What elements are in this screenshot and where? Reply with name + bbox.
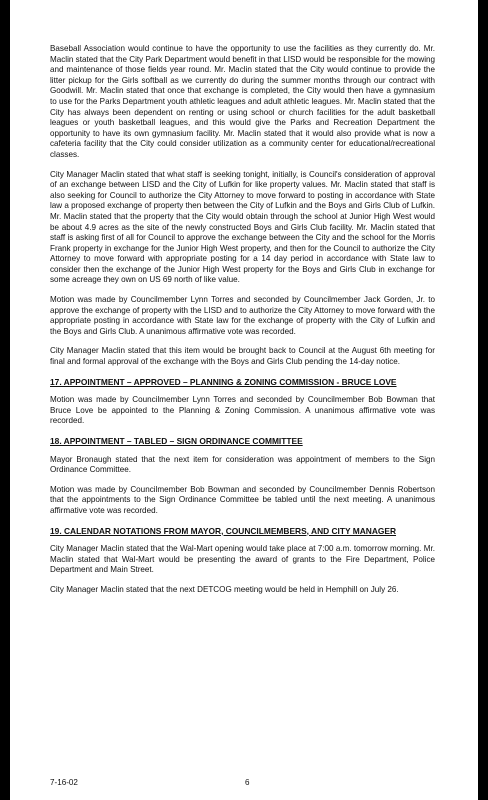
footer-date: 7-16-02 bbox=[50, 778, 78, 787]
paragraph-august-meeting: City Manager Maclin stated that this item would be brought back to Council at the August 6th meeting for final and formal approval of the exchange with the Boys and Girls Club pending the 14-day notice. bbox=[50, 346, 435, 367]
paragraph-motion-exchange: Motion was made by Councilmember Lynn Torres and seconded by Councilmember Jack Gorden, Jr. to approve the exchange of property with the LISD and to authorize the City Attorney to move forward with the appropriate posting in accordance with State law for the exchange of property with the City of Lufkin and the Boys and Girls Club. A unanimous affirmative vote was recorded. bbox=[50, 295, 435, 336]
heading-item-17: 17. APPOINTMENT – APPROVED – PLANNING & ZONING COMMISSION - BRUCE LOVE bbox=[50, 376, 397, 387]
heading-item-18: 18. APPOINTMENT – TABLED – SIGN ORDINANCE COMMITTEE bbox=[50, 436, 303, 446]
heading-item-19: 19. CALENDAR NOTATIONS FROM MAYOR, COUNCILMEMBERS, AND CITY MANAGER bbox=[50, 525, 397, 536]
paragraph-item-19-detcog: City Manager Maclin stated that the next DETCOG meeting would be held in Hemphill on July 26. bbox=[50, 584, 399, 594]
paragraph-exchange: City Manager Maclin stated that what staff is seeking tonight, initially, is Council's consideration of approval of an exchange between LISD and the City of Lufkin for like property values. Mr. Maclin stated that staff is also seeking for Council to authorize the City Attorney to move forward to posting in accordance with State law a proposed exchange of property then between the City of Lufkin and the Boys and Girls Club of Lufkin. Mr. Maclin stated that the property that the City would obtain through the school at Junior High West would be about 4.9 acres as the site of the newly constructed Boys and Girls Club facility. Mr. Maclin stated that staff is asking first of all for Council to approve the exchange between the City and the school for the Morris Frank property in exchange for the Junior High West property, and then for the Council to authorize the City Attorney to move forward with appropriate posting for a 14 day period in accordance with State law to consider then the exchange of the Junior High West property for the Boys and Girls Club in exchange for some acreage they own on US 69 north of like value. bbox=[50, 169, 435, 285]
page-number: 6 bbox=[245, 778, 250, 787]
paragraph-item-19-walmart: City Manager Maclin stated that the Wal-Mart opening would take place at 7:00 a.m. tomorrow morning. Mr. Maclin stated that Wal-Mart would be presenting the award of grants to the Fire Department, Police Department and Main Street. bbox=[50, 544, 435, 575]
paragraph-item-18-intro: Mayor Bronaugh stated that the next item for consideration was appointment of members to the Sign Ordinance Committee. bbox=[50, 454, 435, 475]
paragraph-item-18-motion: Motion was made by Councilmember Bob Bowman and seconded by Councilmember Dennis Robertson that the appointments to the Sign Ordinance Committee be tabled until the next meeting. A unanimous affirmative vote was recorded. bbox=[50, 484, 435, 515]
paragraph-item-17: Motion was made by Councilmember Lynn Torres and seconded by Councilmember Bob Bowman that Bruce Love be appointed to the Planning & Zoning Commission. A unanimous affirmative vote was recorded. bbox=[50, 395, 435, 426]
document-body bbox=[50, 44, 435, 605]
paragraph-baseball: Baseball Association would continue to have the opportunity to use the facilities as they currently do. Mr. Maclin stated that the City Park Department would benefit in that LISD would be responsible for the mowing and maintenance of those fields year round. Mr. Maclin stated that the City would continue to provide the litter pickup for the Girls softball as we currently do during the summer months through our contract with Goodwill. Mr. Maclin stated that once that exchange is completed, the City would then have a gymnasium to use for the Parks Department youth athletic leagues and adult athletic leagues. Mr. Maclin stated that the City has always been dependent on renting or using school or church facilities for the adult basketball leagues or youth basketball leagues, and this would give the Parks and Recreation Department the opportunity to have its own gymnasium facility. Mr. Maclin stated that it would also provide what is now a cafeteria facility that the City could consider utilization as a community center for educational/recreational classes. bbox=[50, 44, 435, 159]
